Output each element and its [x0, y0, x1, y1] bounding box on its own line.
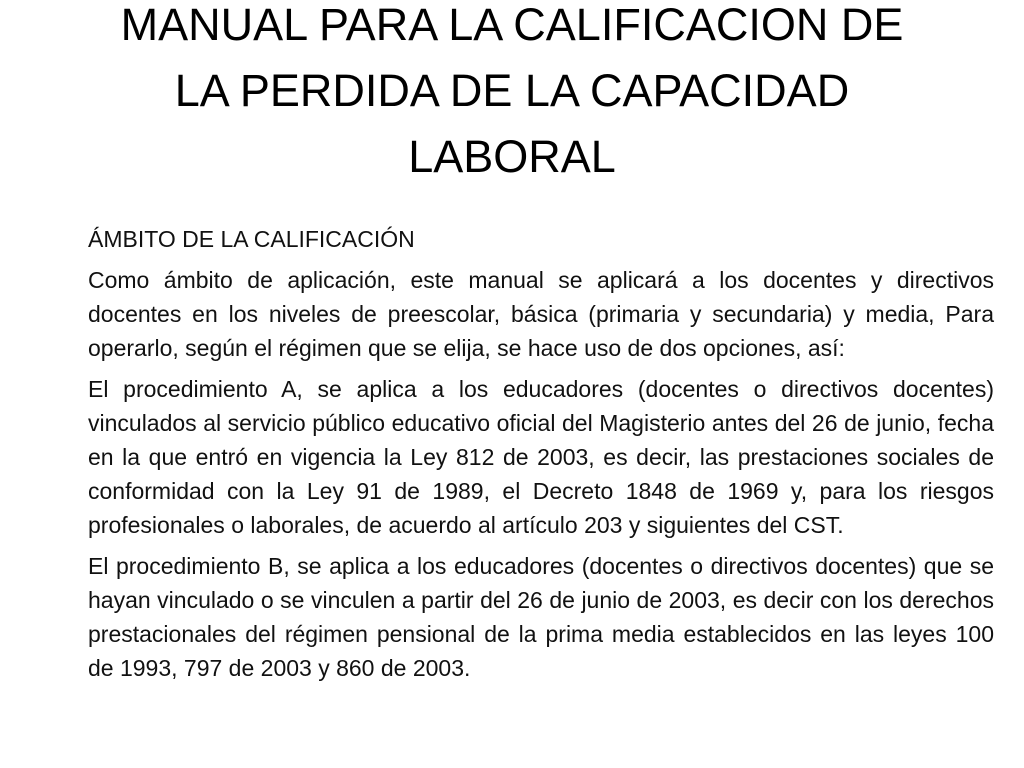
title-line-1: MANUAL PARA LA CALIFICACION DE [120, 0, 904, 50]
paragraph-procedure-b: El procedimiento B, se aplica a los educadores (docentes o directivos docentes) que se hayan vinculado o se vinculen a partir del 26 de junio de 2003, es decir con los derechos prestacionales del régimen pensional de la prima media establecidos en las leyes 100 de 1993, 797 de 2003 y 860 de 2003. [88, 553, 994, 681]
paragraph-procedure-a: El procedimiento A, se aplica a los educadores (docentes o directivos docentes) vinculados al servicio público educativo oficial del Magisterio antes del 26 de junio, fecha en la que entró en vigencia la Ley 812 de 2003, es decir, las prestaciones sociales de conformidad con la Ley 91 de 1989, el Decreto 1848 de 1969 y, para los riesgos profesionales o laborales, de acuerdo al artículo 203 y siguientes del CST. [88, 376, 994, 538]
title-line-2: LA PERDIDA DE LA CAPACIDAD [174, 65, 850, 116]
slide-content [88, 222, 994, 692]
slide-title [60, 0, 964, 190]
title-line-3: LABORAL [408, 131, 616, 182]
paragraph-scope: Como ámbito de aplicación, este manual se aplicará a los docentes y directivos docentes en los niveles de preescolar, básica (primaria y secundaria) y media, Para operarlo, según el régimen que se elija, se hace uso de dos opciones, así: [88, 267, 994, 361]
section-heading: ÁMBITO DE LA CALIFICACIÓN [88, 226, 415, 252]
